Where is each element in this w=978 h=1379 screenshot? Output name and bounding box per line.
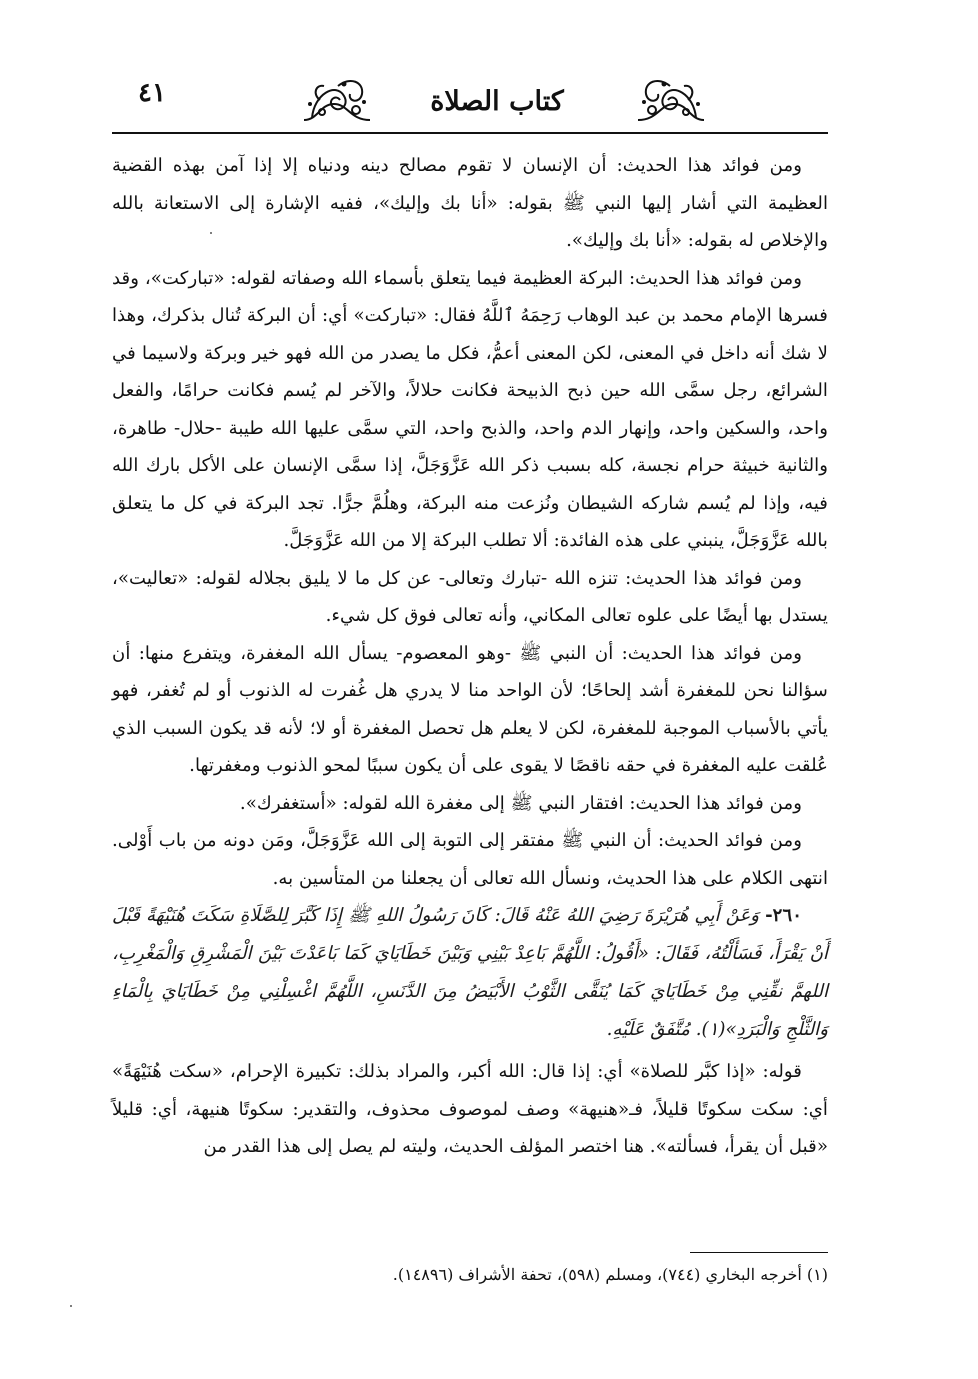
running-title: كتاب الصلاة — [430, 86, 564, 117]
paragraph: ومن فوائد هذا الحديث: البركة العظيمة فيما يتعلق بأسماء الله وصفاته لقوله: «تباركت»، وقد فسرها الإمام محمد بن عبد الوهاب رَحِمَهُ ٱللَّهُ فقال: «تباركت» أي: أن البركة تُنال بذكرك، وهذا لا شك أنه داخل في المعنى، لكن المعنى أعمُّ، فكل ما يصدر من الله فهو خير وبركة ولاسيما في الشرائع، رجل سمَّى الله حين ذبح الذبيحة فكانت حلالاً، والآخر لم يُسم فكانت حرامًا، والفعل واحد، والسكين واحد، وإنهار الدم واحد، والذبح واحد، التي سمَّى عليها الله طيبة -حلال- طاهرة، والثانية خبيثة حرام نجسة، كله بسبب ذكر الله عَزَّوَجَلَّ، إذا سمَّى الإنسان على الأكل بارك الله فيه، وإذا لم يُسم شاركه الشيطان ونُزعت منه البركة، وهلُمَّ جرًّا. تجد البركة في كل ما يتعلق بالله عَزَّوَجَلَّ، ينبني على هذه الفائدة: ألا تطلب البركة إلا من الله عَزَّوَجَلَّ. — [112, 267, 828, 551]
paragraph: ومن فوائد الحديث: أن النبي ﷺ مفتقر إلى التوبة إلى الله عَزَّوَجَلَّ، ومَن دونه من باب أَوْلى. انتهى الكلام على هذا الحديث، ونسأل الله تعالى أن يجعلنا من المتأسين به. — [112, 830, 828, 889]
paragraph: ومن فوائد هذا الحديث: أن النبي ﷺ -وهو المعصوم- يسأل الله المغفرة، ويتفرع منها: أن سؤالنا نحن للمغفرة أشد إلحاحًا؛ لأن الواحد منا لا يدري هل غُفرت له الذنوب أو لم تُغفر، فهو يأتي بالأسباب الموجبة للمغفرة، لكن لا يعلم هل تحصل المغفرة أو لا؛ لأنه قد يكون السبب الذي عُلقت عليه المغفرة في حقه ناقصًا لا يقوى على أن يكون سببًا لمحو الذنوب ومغفرتها. — [112, 642, 828, 776]
ornament-right-icon — [632, 74, 710, 130]
main-text — [112, 147, 828, 1166]
running-header — [112, 72, 828, 142]
hadith-number: ٢٦٠- — [765, 905, 802, 926]
paragraph: ومن فوائد هذا الحديث: افتقار النبي ﷺ إلى مغفرة الله لقوله: «أستغفرك». — [239, 792, 802, 814]
commentary-paragraph: قوله: «إذا كبَّر للصلاة» أي: إذا قال: الله أكبر، والمراد بذلك: تكبيرة الإحرام، «سكت هُنَيْهَةً» أي: سكت سكوتًا قليلاً، فـ«هنيهة» وصف لموصوف محذوف، والتقدير: سكوتًا هنيهة، أي: قليلاً «قبل أن يقرأ، فسألته». هنا اختصر المؤلف الحديث، وليته لم يصل إلى هذا القدر من — [112, 1061, 828, 1157]
hadith-body: وَعَنْ أَبِي هُرَيْرَةَ رَضِيَ اللهُ عَنْهُ قَالَ: كَانَ رَسُولُ اللهِ ﷺ إِذَا كَبَّرَ لِلصَّلَاةِ سَكَتَ هُنَيْهَةً قَبْلَ أَنْ يَقْرَأَ، فَسَأَلْتُهُ، فَقَالَ: «أَقُولُ: اللَّهُمَّ بَاعِدْ بَيْنِي وَبَيْنَ خَطَايَايَ كَمَا بَاعَدْتَ بَيْنَ الْمَشْرِقِ وَالْمَغْرِبِ، اللهمَّ نقِّنِي مِنْ خَطَايَايَ كَمَا يُنَقَّى الثَّوْبُ الأَبْيَضُ مِنَ الدَّنَسِ، اللَّهُمَّ اغْسِلْنِي مِنْ خَطَايَايَ بِالْمَاءِ وَالثَّلْجِ وَالْبَرَدِ»(١). مُتَّفَقٌ عَلَيْهِ. — [112, 905, 828, 1040]
paragraph: ومن فوائد هذا الحديث: أن الإنسان لا تقوم مصالح دينه ودنياه إلا إذا آمن بهذه القضية العظيمة التي أشار إليها النبي ﷺ بقوله: «أنا بك وإليك»، ففيه الإشارة إلى الاستعانة بالله والإخلاص له بقوله: «أنا بك وإليك». — [112, 155, 828, 251]
footnote-separator — [690, 1252, 828, 1253]
scan-speck — [210, 232, 212, 234]
header-rule — [112, 132, 828, 134]
page-number: ٤١ — [138, 78, 166, 108]
hadith-text — [112, 897, 828, 1049]
ornament-left-icon — [298, 74, 376, 130]
footnote: (١) أخرجه البخاري (٧٤٤)، ومسلم (٥٩٨)، تحفة الأشراف (١٤٨٩٦). — [392, 1265, 828, 1284]
paragraph: ومن فوائد هذا الحديث: تنزه الله -تبارك وتعالى- عن كل ما لا يليق بجلاله لقوله: «تعاليت»، يستدل بها أيضًا على علوه تعالى المكاني، وأنه تعالى فوق كل شيء. — [112, 567, 828, 626]
scan-speck — [70, 1305, 72, 1307]
